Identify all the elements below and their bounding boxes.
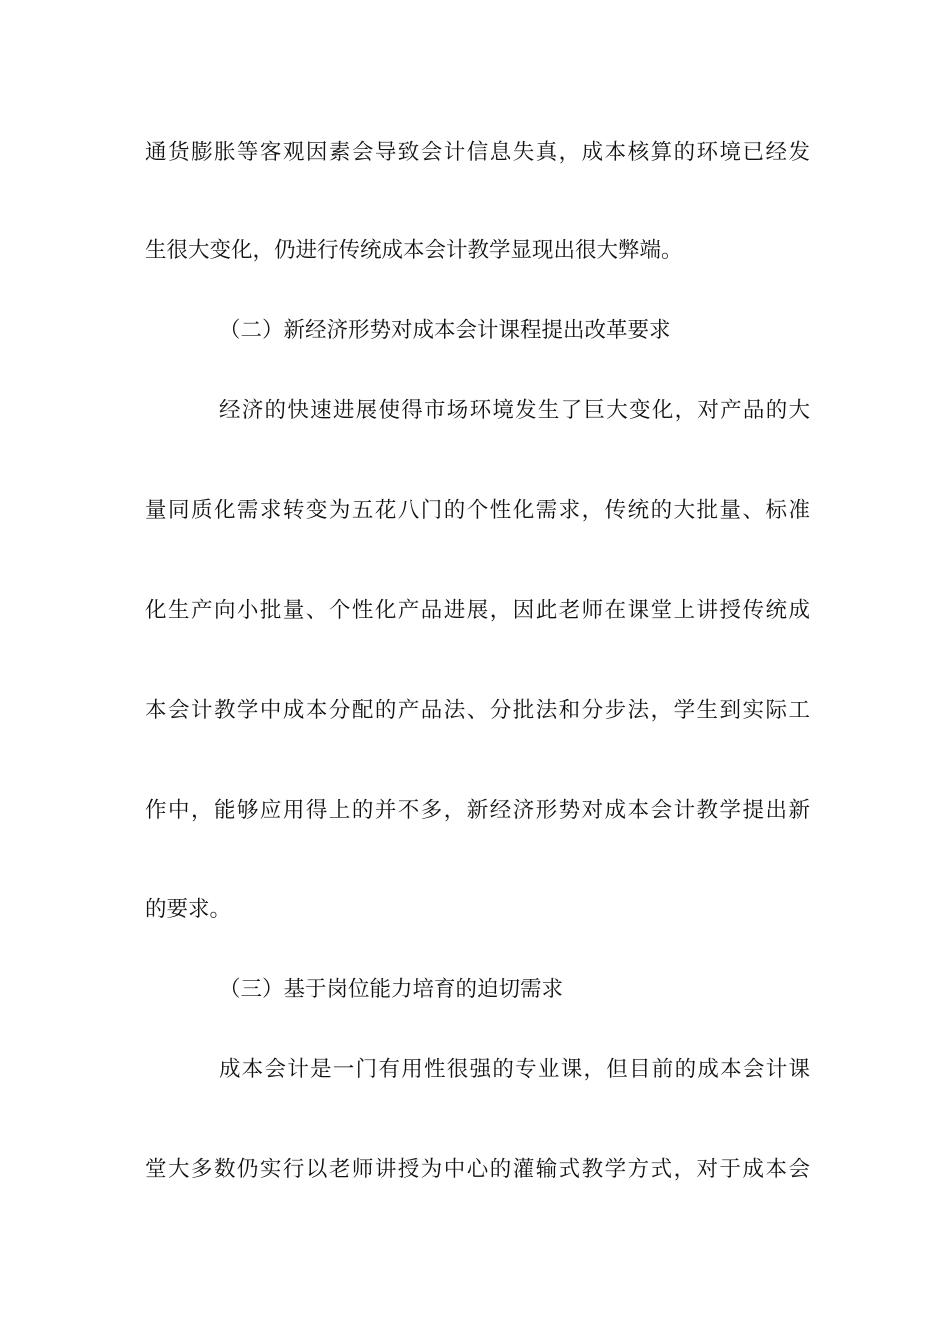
paragraph-2-line-2: 量同质化需求转变为五花八门的个性化需求，传统的大批量、标准 — [145, 498, 810, 523]
paragraph-2-line-6: 的要求。 — [145, 897, 232, 922]
paragraph-3-line-2: 堂大多数仍实行以老师讲授为中心的灌输式教学方式，对于成本会 — [145, 1157, 810, 1182]
paragraph-2-line-3: 化生产向小批量、个性化产品进展，因此老师在课堂上讲授传统成 — [145, 598, 810, 623]
paragraph-3-line-1: 成本会计是一门有用性很强的专业课，但目前的成本会计课 — [219, 1057, 810, 1082]
paragraph-2-line-4: 本会计教学中成本分配的产品法、分批法和分步法，学生到实际工 — [145, 698, 810, 723]
section-heading-3: （三）基于岗位能力培育的迫切需求 — [219, 977, 564, 1002]
paragraph-1-line-2: 生很大变化，仍进行传统成本会计教学显现出很大弊端。 — [145, 238, 683, 263]
paragraph-2-line-5: 作中，能够应用得上的并不多，新经济形势对成本会计教学提出新 — [145, 798, 810, 823]
paragraph-1-line-1: 通货膨胀等客观因素会导致会计信息失真，成本核算的环境已经发 — [145, 140, 810, 165]
paragraph-2-line-1: 经济的快速进展使得市场环境发生了巨大变化，对产品的大 — [219, 398, 810, 423]
section-heading-2: （二）新经济形势对成本会计课程提出改革要求 — [219, 318, 671, 343]
